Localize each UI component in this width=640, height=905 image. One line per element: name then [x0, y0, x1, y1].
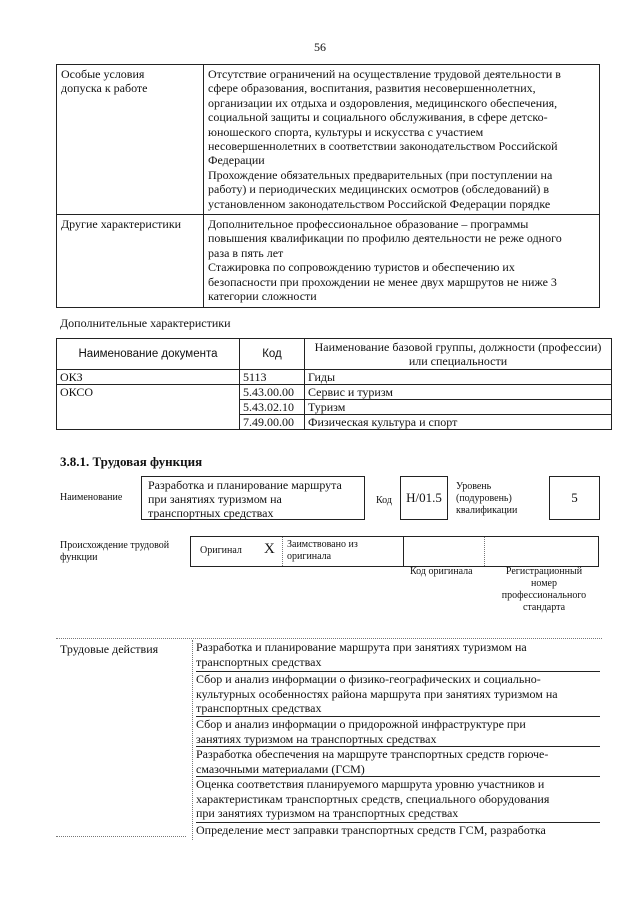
table-header-row: [57, 339, 612, 370]
origin-box: [190, 536, 599, 567]
labor-action-item: Разработка и планирование маршрута при занятиях туризмом на транспортных средствах: [196, 640, 527, 669]
page-number: 56: [314, 40, 326, 54]
cell-name: Гиды: [305, 370, 612, 385]
other-characteristics-label: Другие характеристики: [57, 215, 204, 307]
cell-code: 7.49.00.00: [240, 415, 305, 430]
additional-characteristics-caption: Дополнительные характеристики: [60, 316, 231, 330]
labor-actions-label: Трудовые действия: [60, 642, 159, 656]
column-header-code: Код: [240, 339, 305, 370]
labor-action-item: Оценка соответствия планируемого маршрута уровню участников и характеристикам транспортных средств, специального оборудования при занятиях туризмом на транспортных средствах: [196, 777, 550, 821]
labor-action-item: Сбор и анализ информации о придорожной инфраструктуре при занятиях туризмом на транспортных средствах: [196, 717, 526, 746]
cell-doc: ОКЗ: [57, 370, 240, 385]
origin-label: Происхождение трудовой функции: [60, 540, 170, 563]
special-conditions-value: Отсутствие ограничений на осуществление трудовой деятельности в сфере образования, воспитания, развития несовершеннолетних, организации их отдыха и оздоровления, медицинского обеспечения, социальной защиты и социального обслуживания, в сфере детско- юношеского спорта, культуры и искусства с участием несовершеннолетних в соответствии законодательством Российской Федерации Прохождение обязательных предварительных (при поступлении на работу) и периодических медицинских осмотров (обследований) в установленном законодательством Российской Федерации порядке: [204, 65, 600, 215]
cell-name: Физическая культура и спорт: [305, 415, 612, 430]
original-mark: X: [264, 541, 275, 557]
level-value-box: 5: [549, 476, 600, 520]
column-header-document: Наименование документа: [57, 339, 240, 370]
labor-action-item: Разработка обеспечения на маршруте транспортных средств горюче- смазочными материалами (ГСМ): [196, 747, 549, 776]
cell-name: Сервис и туризм: [305, 385, 612, 400]
conditions-table: [56, 64, 600, 308]
table-row: [57, 370, 612, 385]
table-row: [57, 65, 600, 215]
column-header-name: Наименование базовой группы, должности (профессии) или специальности: [305, 339, 612, 370]
labor-action-item: Сбор и анализ информации о физико-географических и социально- культурных особенностях района маршрута при занятиях туризмом на транспортных средствах: [196, 672, 558, 716]
special-conditions-label: Особые условия допуска к работе: [57, 65, 204, 215]
table-row: [57, 385, 612, 400]
labor-action-item: Определение мест заправки транспортных средств ГСМ, разработка: [196, 823, 546, 837]
cell-name: Туризм: [305, 400, 612, 415]
registration-number-label: Регистрационный номер профессионального стандарта: [501, 566, 587, 613]
cell-code: 5.43.00.00: [240, 385, 305, 400]
function-name-box: Разработка и планирование маршрута при занятиях туризмом на транспортных средствах: [141, 476, 365, 520]
level-label: Уровень (подуровень) квалификации: [456, 481, 518, 516]
code-label: Код: [376, 495, 392, 506]
borrowed-label: Заимствовано из оригинала: [287, 539, 358, 562]
table-row: [57, 215, 600, 307]
code-original-label: Код оригинала: [410, 566, 473, 577]
cell-doc: ОКСО: [57, 385, 240, 430]
name-label: Наименование: [60, 492, 123, 503]
additional-characteristics-table: [56, 338, 612, 430]
other-characteristics-value: Дополнительное профессиональное образование – программы повышения квалификации по профилю деятельности не реже одного раза в пять лет Стажировка по сопровождению туристов и обеспечению их безопасности при прохождении не менее двух маршрутов не ниже 3 категории сложности: [204, 215, 600, 307]
section-heading: 3.8.1. Трудовая функция: [60, 454, 203, 469]
function-code-box: H/01.5: [400, 476, 448, 520]
cell-code: 5.43.02.10: [240, 400, 305, 415]
cell-code: 5113: [240, 370, 305, 385]
original-label: Оригинал: [200, 545, 242, 556]
